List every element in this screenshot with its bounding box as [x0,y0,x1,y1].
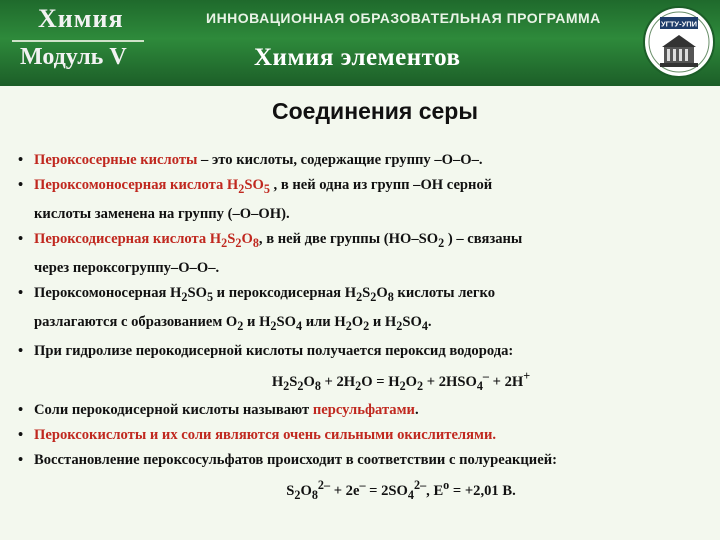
university-logo-icon [642,3,716,81]
list-item: • Пероксомоносерная $H_2SO_5$ и пероксодисерная $H_2S_2O_8$ кислоты легко разлагаются с образованием $O_2$ и $H_2SO_4$ или $H_2O_2$ и $H_2SO_4$. [18,281,708,339]
list-item: • Пероксосерные кислоты – это кислоты, содержащие группу –O–O–. [18,148,708,173]
logo-text: УГТУ-УПИ [660,19,698,29]
subject-title: Химия элементов [254,44,461,71]
list-item: • Пероксомоносерная кислота $H_2SO_5$ , в ней одна из групп –OH серной кислоты заменена на группу (–O–OH). [18,173,708,227]
course-title: Химия [38,4,124,33]
header-banner [0,0,720,86]
list-item: • При гидролизе перокодисерной кислоты получается пероксид водорода: $H_2S_2O_8 + 2H_2O = H_2O_2 + 2HSO_4^- + 2H^+$ [18,339,708,399]
list-item: • Восстановление пероксосульфатов происходит в соответствии с полуреакцией: $S_2O_8^{2-} + 2e^- = 2SO_4^{2-}$, $E^o = +2,01$ В. [18,448,708,508]
header-divider [12,40,144,42]
list-item: • Соли перокодисерной кислоты называют персульфатами. [18,398,708,423]
list-item: • Пероксокислоты и их соли являются очень сильными окислителями. [18,423,708,448]
module-label: Модуль V [20,44,127,70]
equation-half-reaction: $S_2O_8^{2-} + 2e^- = 2SO_4^{2-}$, $E^o = +2,01$ В. [286,478,516,503]
program-label: ИННОВАЦИОННАЯ ОБРАЗОВАТЕЛЬНАЯ ПРОГРАММА [206,10,601,26]
list-item: • Пероксодисерная кислота $H_2S_2O_8$, в ней две группы ($HO-SO_2$ ) – связаны через пероксогруппу–O–O–. [18,227,708,281]
bullet-list [18,148,708,508]
equation-hydrolysis: $H_2S_2O_8 + 2H_2O = H_2O_2 + 2HSO_4^- + 2H^+$ [271,368,531,393]
slide-title: Соединения серы [272,98,478,124]
